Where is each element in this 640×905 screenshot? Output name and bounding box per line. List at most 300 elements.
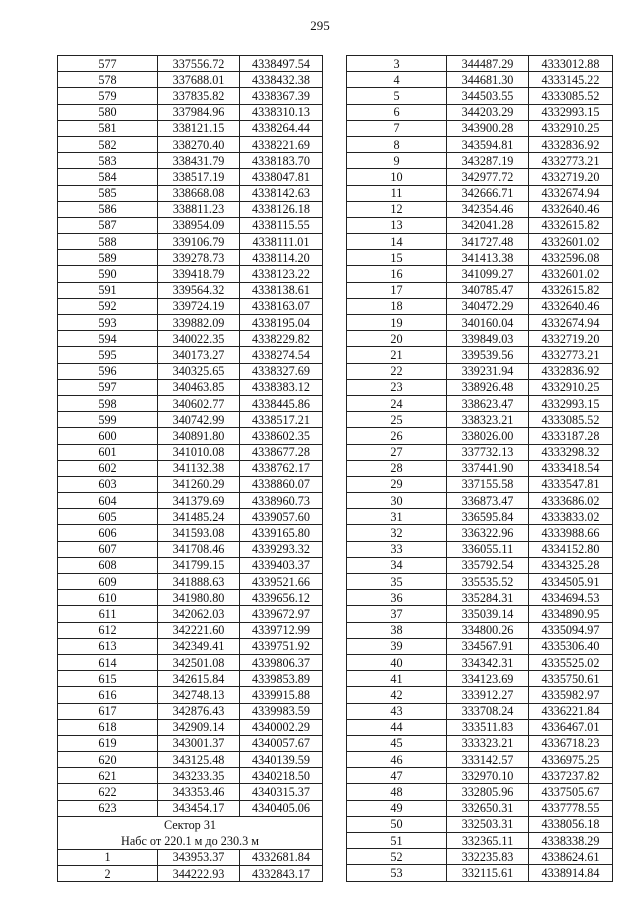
table-row <box>347 136 613 152</box>
x-coordinate-cell: 344681.30 <box>447 72 529 88</box>
y-coordinate-cell: 4333085.52 <box>529 412 613 428</box>
x-coordinate-cell: 341260.29 <box>158 476 240 492</box>
table-row <box>58 735 323 751</box>
x-coordinate-cell: 343454.17 <box>158 800 240 816</box>
coordinates-table-right <box>346 55 613 882</box>
y-coordinate-cell: 4332773.21 <box>529 347 613 363</box>
y-coordinate-cell: 4338497.54 <box>240 56 323 72</box>
y-coordinate-cell: 4340139.59 <box>240 752 323 768</box>
table-row <box>347 363 613 379</box>
x-coordinate-cell: 335535.52 <box>447 574 529 590</box>
y-coordinate-cell: 4332773.21 <box>529 153 613 169</box>
table-row <box>347 56 613 72</box>
point-number-cell: 6 <box>347 104 447 120</box>
point-number-cell: 29 <box>347 476 447 492</box>
table-row <box>347 444 613 460</box>
x-coordinate-cell: 337556.72 <box>158 56 240 72</box>
x-coordinate-cell: 338121.15 <box>158 120 240 136</box>
y-coordinate-cell: 4338327.69 <box>240 363 323 379</box>
x-coordinate-cell: 343233.35 <box>158 768 240 784</box>
x-coordinate-cell: 338431.79 <box>158 153 240 169</box>
point-number-cell: 610 <box>58 590 158 606</box>
point-number-cell: 619 <box>58 735 158 751</box>
y-coordinate-cell: 4340002.29 <box>240 719 323 735</box>
table-row <box>347 638 613 654</box>
x-coordinate-cell: 339418.79 <box>158 266 240 282</box>
table-row <box>58 250 323 266</box>
point-number-cell: 578 <box>58 72 158 88</box>
table-row <box>347 800 613 816</box>
table-row <box>58 72 323 88</box>
point-number-cell: 618 <box>58 719 158 735</box>
point-number-cell: 2 <box>58 866 158 882</box>
y-coordinate-cell: 4338445.86 <box>240 395 323 411</box>
table-row <box>58 298 323 314</box>
table-row <box>58 201 323 217</box>
point-number-cell: 3 <box>347 56 447 72</box>
table-row <box>347 250 613 266</box>
table-row <box>347 460 613 476</box>
table-row <box>58 153 323 169</box>
table-row <box>347 282 613 298</box>
x-coordinate-cell: 341888.63 <box>158 574 240 590</box>
x-coordinate-cell: 337155.58 <box>447 476 529 492</box>
y-coordinate-cell: 4338047.81 <box>240 169 323 185</box>
table-row <box>58 768 323 784</box>
y-coordinate-cell: 4338229.82 <box>240 331 323 347</box>
point-number-cell: 617 <box>58 703 158 719</box>
x-coordinate-cell: 338517.19 <box>158 169 240 185</box>
y-coordinate-cell: 4335094.97 <box>529 622 613 638</box>
table-row <box>58 379 323 395</box>
table-row <box>347 703 613 719</box>
point-number-cell: 577 <box>58 56 158 72</box>
point-number-cell: 598 <box>58 395 158 411</box>
y-coordinate-cell: 4336718.23 <box>529 735 613 751</box>
x-coordinate-cell: 344503.55 <box>447 88 529 104</box>
x-coordinate-cell: 336595.84 <box>447 509 529 525</box>
x-coordinate-cell: 340742.99 <box>158 412 240 428</box>
x-coordinate-cell: 334123.69 <box>447 671 529 687</box>
y-coordinate-cell: 4339057.60 <box>240 509 323 525</box>
y-coordinate-cell: 4339915.88 <box>240 687 323 703</box>
y-coordinate-cell: 4337778.55 <box>529 800 613 816</box>
y-coordinate-cell: 4338264.44 <box>240 120 323 136</box>
y-coordinate-cell: 4339983.59 <box>240 703 323 719</box>
x-coordinate-cell: 338623.47 <box>447 395 529 411</box>
table-row <box>347 185 613 201</box>
table-row <box>347 201 613 217</box>
point-number-cell: 43 <box>347 703 447 719</box>
table-row <box>58 282 323 298</box>
y-coordinate-cell: 4339672.97 <box>240 606 323 622</box>
point-number-cell: 597 <box>58 379 158 395</box>
point-number-cell: 18 <box>347 298 447 314</box>
table-row <box>58 460 323 476</box>
y-coordinate-cell: 4333298.32 <box>529 444 613 460</box>
y-coordinate-cell: 4333187.28 <box>529 428 613 444</box>
point-number-cell: 589 <box>58 250 158 266</box>
x-coordinate-cell: 343125.48 <box>158 752 240 768</box>
y-coordinate-cell: 4332836.92 <box>529 363 613 379</box>
y-coordinate-cell: 4336221.84 <box>529 703 613 719</box>
point-number-cell: 11 <box>347 185 447 201</box>
x-coordinate-cell: 338026.00 <box>447 428 529 444</box>
point-number-cell: 36 <box>347 590 447 606</box>
point-number-cell: 21 <box>347 347 447 363</box>
x-coordinate-cell: 333708.24 <box>447 703 529 719</box>
x-coordinate-cell: 336873.47 <box>447 493 529 509</box>
x-coordinate-cell: 341099.27 <box>447 266 529 282</box>
point-number-cell: 596 <box>58 363 158 379</box>
table-row <box>347 347 613 363</box>
x-coordinate-cell: 343900.28 <box>447 120 529 136</box>
x-coordinate-cell: 341708.46 <box>158 541 240 557</box>
x-coordinate-cell: 340785.47 <box>447 282 529 298</box>
table-row <box>347 541 613 557</box>
x-coordinate-cell: 332970.10 <box>447 768 529 784</box>
x-coordinate-cell: 340602.77 <box>158 395 240 411</box>
y-coordinate-cell: 4339293.32 <box>240 541 323 557</box>
x-coordinate-cell: 342615.84 <box>158 671 240 687</box>
table-row <box>347 315 613 331</box>
x-coordinate-cell: 342876.43 <box>158 703 240 719</box>
table-row <box>58 234 323 250</box>
y-coordinate-cell: 4334325.28 <box>529 557 613 573</box>
x-coordinate-cell: 333323.21 <box>447 735 529 751</box>
x-coordinate-cell: 340022.35 <box>158 331 240 347</box>
table-row <box>58 347 323 363</box>
y-coordinate-cell: 4334694.53 <box>529 590 613 606</box>
point-number-cell: 51 <box>347 833 447 849</box>
x-coordinate-cell: 342501.08 <box>158 654 240 670</box>
y-coordinate-cell: 4339806.37 <box>240 654 323 670</box>
y-coordinate-cell: 4332615.82 <box>529 217 613 233</box>
x-coordinate-cell: 332235.83 <box>447 849 529 865</box>
point-number-cell: 12 <box>347 201 447 217</box>
y-coordinate-cell: 4333686.02 <box>529 493 613 509</box>
point-number-cell: 10 <box>347 169 447 185</box>
table-row <box>58 849 323 865</box>
y-coordinate-cell: 4333547.81 <box>529 476 613 492</box>
y-coordinate-cell: 4333012.88 <box>529 56 613 72</box>
point-number-cell: 1 <box>58 849 158 865</box>
x-coordinate-cell: 342909.14 <box>158 719 240 735</box>
table-row <box>347 169 613 185</box>
y-coordinate-cell: 4338183.70 <box>240 153 323 169</box>
point-number-cell: 15 <box>347 250 447 266</box>
x-coordinate-cell: 338811.23 <box>158 201 240 217</box>
y-coordinate-cell: 4338221.69 <box>240 136 323 152</box>
y-coordinate-cell: 4339165.80 <box>240 525 323 541</box>
x-coordinate-cell: 340173.27 <box>158 347 240 363</box>
point-number-cell: 614 <box>58 654 158 670</box>
table-row <box>58 541 323 557</box>
y-coordinate-cell: 4332993.15 <box>529 395 613 411</box>
y-coordinate-cell: 4338123.22 <box>240 266 323 282</box>
point-number-cell: 39 <box>347 638 447 654</box>
point-number-cell: 605 <box>58 509 158 525</box>
point-number-cell: 594 <box>58 331 158 347</box>
table-row <box>347 622 613 638</box>
table-row <box>58 557 323 573</box>
x-coordinate-cell: 336055.11 <box>447 541 529 557</box>
y-coordinate-cell: 4339853.89 <box>240 671 323 687</box>
y-coordinate-cell: 4339751.92 <box>240 638 323 654</box>
y-coordinate-cell: 4332719.20 <box>529 169 613 185</box>
x-coordinate-cell: 343001.37 <box>158 735 240 751</box>
point-number-cell: 23 <box>347 379 447 395</box>
x-coordinate-cell: 341799.15 <box>158 557 240 573</box>
table-row <box>347 234 613 250</box>
table-row <box>58 331 323 347</box>
table-row <box>347 153 613 169</box>
point-number-cell: 579 <box>58 88 158 104</box>
table-row <box>58 476 323 492</box>
point-number-cell: 28 <box>347 460 447 476</box>
y-coordinate-cell: 4338914.84 <box>529 865 613 881</box>
point-number-cell: 622 <box>58 784 158 800</box>
y-coordinate-cell: 4338960.73 <box>240 493 323 509</box>
x-coordinate-cell: 342041.28 <box>447 217 529 233</box>
y-coordinate-cell: 4332836.92 <box>529 136 613 152</box>
table-row <box>347 654 613 670</box>
table-row <box>347 298 613 314</box>
x-coordinate-cell: 333912.27 <box>447 687 529 703</box>
point-number-cell: 35 <box>347 574 447 590</box>
y-coordinate-cell: 4338383.12 <box>240 379 323 395</box>
point-number-cell: 25 <box>347 412 447 428</box>
table-row <box>58 574 323 590</box>
x-coordinate-cell: 332503.31 <box>447 816 529 832</box>
x-coordinate-cell: 343287.19 <box>447 153 529 169</box>
table-row <box>58 509 323 525</box>
x-coordinate-cell: 343594.81 <box>447 136 529 152</box>
x-coordinate-cell: 334800.26 <box>447 622 529 638</box>
point-number-cell: 584 <box>58 169 158 185</box>
table-row <box>58 606 323 622</box>
sector-header-row <box>58 816 323 849</box>
table-row <box>58 104 323 120</box>
table-row <box>58 752 323 768</box>
y-coordinate-cell: 4337237.82 <box>529 768 613 784</box>
point-number-cell: 49 <box>347 800 447 816</box>
y-coordinate-cell: 4338114.20 <box>240 250 323 266</box>
x-coordinate-cell: 342062.03 <box>158 606 240 622</box>
table-row <box>58 315 323 331</box>
y-coordinate-cell: 4332596.08 <box>529 250 613 266</box>
point-number-cell: 620 <box>58 752 158 768</box>
x-coordinate-cell: 334567.91 <box>447 638 529 654</box>
point-number-cell: 601 <box>58 444 158 460</box>
x-coordinate-cell: 338270.40 <box>158 136 240 152</box>
y-coordinate-cell: 4335982.97 <box>529 687 613 703</box>
point-number-cell: 4 <box>347 72 447 88</box>
table-row <box>347 557 613 573</box>
table-row <box>58 493 323 509</box>
sector-title: Сектор 31 <box>163 817 217 832</box>
x-coordinate-cell: 341010.08 <box>158 444 240 460</box>
table-row <box>347 72 613 88</box>
x-coordinate-cell: 339882.09 <box>158 315 240 331</box>
y-coordinate-cell: 4338624.61 <box>529 849 613 865</box>
point-number-cell: 609 <box>58 574 158 590</box>
x-coordinate-cell: 340463.85 <box>158 379 240 395</box>
x-coordinate-cell: 333142.57 <box>447 752 529 768</box>
point-number-cell: 600 <box>58 428 158 444</box>
y-coordinate-cell: 4337505.67 <box>529 784 613 800</box>
y-coordinate-cell: 4332993.15 <box>529 104 613 120</box>
point-number-cell: 585 <box>58 185 158 201</box>
point-number-cell: 581 <box>58 120 158 136</box>
x-coordinate-cell: 339278.73 <box>158 250 240 266</box>
table-row <box>58 412 323 428</box>
y-coordinate-cell: 4336975.25 <box>529 752 613 768</box>
point-number-cell: 602 <box>58 460 158 476</box>
table-row <box>58 703 323 719</box>
y-coordinate-cell: 4338142.63 <box>240 185 323 201</box>
x-coordinate-cell: 340325.65 <box>158 363 240 379</box>
point-number-cell: 590 <box>58 266 158 282</box>
y-coordinate-cell: 4338115.55 <box>240 217 323 233</box>
point-number-cell: 38 <box>347 622 447 638</box>
point-number-cell: 26 <box>347 428 447 444</box>
y-coordinate-cell: 4338310.13 <box>240 104 323 120</box>
sector-header <box>58 816 323 849</box>
point-number-cell: 46 <box>347 752 447 768</box>
table-row <box>347 120 613 136</box>
x-coordinate-cell: 335792.54 <box>447 557 529 573</box>
table-row <box>58 654 323 670</box>
point-number-cell: 53 <box>347 865 447 881</box>
point-number-cell: 44 <box>347 719 447 735</box>
y-coordinate-cell: 4339521.66 <box>240 574 323 590</box>
x-coordinate-cell: 340160.04 <box>447 315 529 331</box>
table-row <box>347 768 613 784</box>
point-number-cell: 623 <box>58 800 158 816</box>
table-row <box>58 622 323 638</box>
table-row <box>58 56 323 72</box>
table-row <box>58 169 323 185</box>
table-row <box>347 606 613 622</box>
table-row <box>347 687 613 703</box>
y-coordinate-cell: 4332910.25 <box>529 379 613 395</box>
point-number-cell: 595 <box>58 347 158 363</box>
point-number-cell: 33 <box>347 541 447 557</box>
point-number-cell: 613 <box>58 638 158 654</box>
point-number-cell: 17 <box>347 282 447 298</box>
table-row <box>347 865 613 881</box>
x-coordinate-cell: 338954.09 <box>158 217 240 233</box>
y-coordinate-cell: 4333085.52 <box>529 88 613 104</box>
x-coordinate-cell: 337984.96 <box>158 104 240 120</box>
point-number-cell: 586 <box>58 201 158 217</box>
table-row <box>347 735 613 751</box>
point-number-cell: 5 <box>347 88 447 104</box>
table-row <box>347 719 613 735</box>
x-coordinate-cell: 341413.38 <box>447 250 529 266</box>
point-number-cell: 48 <box>347 784 447 800</box>
y-coordinate-cell: 4339403.37 <box>240 557 323 573</box>
y-coordinate-cell: 4338517.21 <box>240 412 323 428</box>
point-number-cell: 580 <box>58 104 158 120</box>
x-coordinate-cell: 342354.46 <box>447 201 529 217</box>
table-row <box>347 833 613 849</box>
point-number-cell: 34 <box>347 557 447 573</box>
y-coordinate-cell: 4338126.18 <box>240 201 323 217</box>
x-coordinate-cell: 338926.48 <box>447 379 529 395</box>
table-row <box>58 136 323 152</box>
y-coordinate-cell: 4338432.38 <box>240 72 323 88</box>
table-row <box>347 849 613 865</box>
y-coordinate-cell: 4338602.35 <box>240 428 323 444</box>
point-number-cell: 7 <box>347 120 447 136</box>
x-coordinate-cell: 340472.29 <box>447 298 529 314</box>
table-row <box>347 476 613 492</box>
table-row <box>347 784 613 800</box>
x-coordinate-cell: 341980.80 <box>158 590 240 606</box>
point-number-cell: 592 <box>58 298 158 314</box>
point-number-cell: 22 <box>347 363 447 379</box>
point-number-cell: 24 <box>347 395 447 411</box>
x-coordinate-cell: 337835.82 <box>158 88 240 104</box>
table-row <box>58 185 323 201</box>
point-number-cell: 32 <box>347 525 447 541</box>
x-coordinate-cell: 343353.46 <box>158 784 240 800</box>
point-number-cell: 31 <box>347 509 447 525</box>
point-number-cell: 583 <box>58 153 158 169</box>
point-number-cell: 612 <box>58 622 158 638</box>
table-row <box>347 493 613 509</box>
x-coordinate-cell: 335039.14 <box>447 606 529 622</box>
table-row <box>347 428 613 444</box>
y-coordinate-cell: 4332601.02 <box>529 266 613 282</box>
x-coordinate-cell: 341132.38 <box>158 460 240 476</box>
x-coordinate-cell: 332650.31 <box>447 800 529 816</box>
y-coordinate-cell: 4332681.84 <box>240 849 323 865</box>
point-number-cell: 14 <box>347 234 447 250</box>
y-coordinate-cell: 4335525.02 <box>529 654 613 670</box>
table-row <box>347 104 613 120</box>
y-coordinate-cell: 4338762.17 <box>240 460 323 476</box>
point-number-cell: 45 <box>347 735 447 751</box>
table-row <box>347 379 613 395</box>
table-row <box>58 784 323 800</box>
point-number-cell: 27 <box>347 444 447 460</box>
table-row <box>347 752 613 768</box>
table-row <box>58 687 323 703</box>
table-row <box>347 217 613 233</box>
table-row <box>58 444 323 460</box>
y-coordinate-cell: 4334890.95 <box>529 606 613 622</box>
point-number-cell: 13 <box>347 217 447 233</box>
y-coordinate-cell: 4332640.46 <box>529 201 613 217</box>
table-row <box>347 88 613 104</box>
y-coordinate-cell: 4332910.25 <box>529 120 613 136</box>
point-number-cell: 50 <box>347 816 447 832</box>
x-coordinate-cell: 342221.60 <box>158 622 240 638</box>
x-coordinate-cell: 344487.29 <box>447 56 529 72</box>
y-coordinate-cell: 4332640.46 <box>529 298 613 314</box>
point-number-cell: 42 <box>347 687 447 703</box>
x-coordinate-cell: 342748.13 <box>158 687 240 703</box>
x-coordinate-cell: 339849.03 <box>447 331 529 347</box>
point-number-cell: 19 <box>347 315 447 331</box>
x-coordinate-cell: 339724.19 <box>158 298 240 314</box>
point-number-cell: 606 <box>58 525 158 541</box>
point-number-cell: 591 <box>58 282 158 298</box>
x-coordinate-cell: 338323.21 <box>447 412 529 428</box>
